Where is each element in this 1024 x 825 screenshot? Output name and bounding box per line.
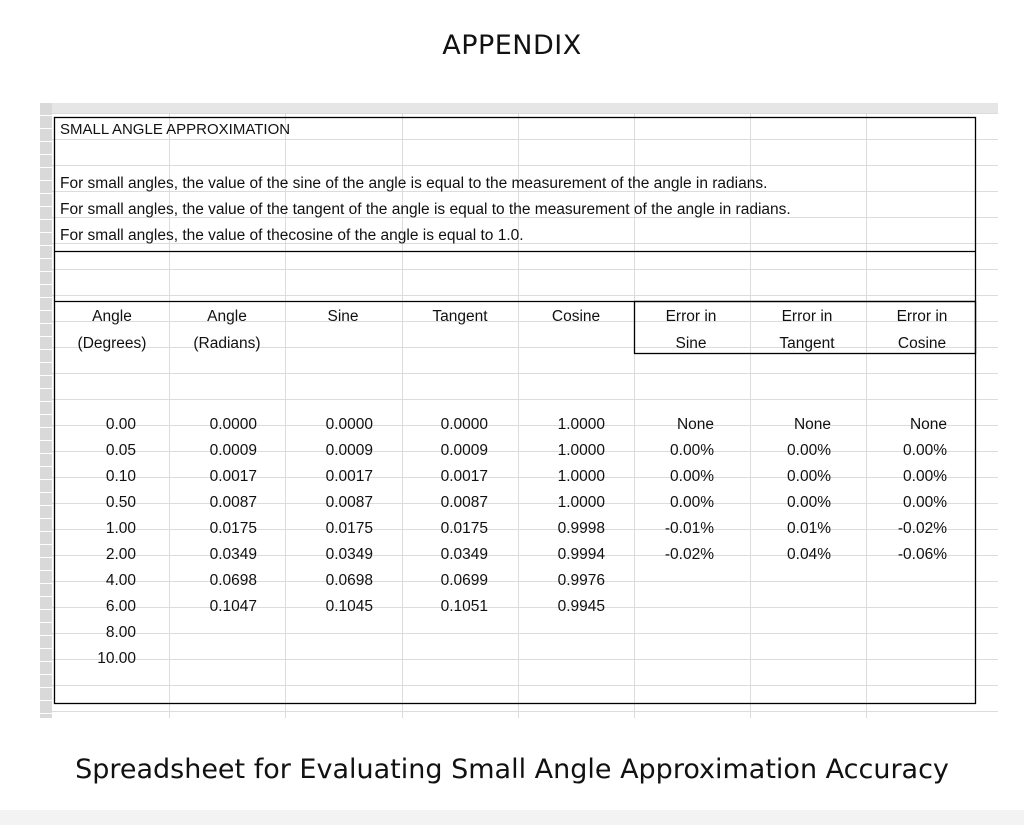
table-cell: 0.00% bbox=[670, 442, 714, 459]
table-cell: 0.00% bbox=[903, 442, 947, 459]
table-borders bbox=[40, 103, 998, 718]
footer-band bbox=[0, 810, 1024, 825]
table-cell: 0.0017 bbox=[325, 468, 373, 485]
table-cell: 0.00% bbox=[670, 468, 714, 485]
table-cell: 0.0698 bbox=[209, 572, 257, 589]
column-header: (Radians) bbox=[193, 335, 261, 352]
table-cell: 0.00% bbox=[787, 442, 831, 459]
table-cell: 0.0009 bbox=[325, 442, 373, 459]
column-header: Error in bbox=[896, 308, 948, 325]
table-cell: 1.0000 bbox=[557, 494, 605, 511]
table-cell: 0.00% bbox=[670, 494, 714, 511]
table-cell: 0.0000 bbox=[209, 416, 257, 433]
page-title: APPENDIX bbox=[442, 30, 582, 61]
table-cell: 0.00% bbox=[787, 468, 831, 485]
column-header: Error in bbox=[781, 308, 833, 325]
table-cell: 0.00% bbox=[903, 494, 947, 511]
table-cell: 1.00 bbox=[105, 520, 136, 537]
table-cell: None bbox=[676, 416, 714, 433]
table-cell: 0.0087 bbox=[325, 494, 373, 511]
table-cell: 0.9945 bbox=[557, 598, 605, 615]
note-line: For small angles, the value of thecosine of the angle is equal to 1.0. bbox=[60, 227, 524, 244]
table-cell: 0.0009 bbox=[440, 442, 488, 459]
table-cell: 10.00 bbox=[97, 650, 136, 667]
column-header: Cosine bbox=[897, 335, 947, 352]
table-cell: -0.06% bbox=[897, 546, 947, 563]
table-cell: 0.0175 bbox=[440, 520, 488, 537]
spreadsheet bbox=[40, 103, 998, 718]
table-cell: 0.50 bbox=[105, 494, 136, 511]
table-cell: 0.0175 bbox=[325, 520, 373, 537]
table-cell: 1.0000 bbox=[557, 468, 605, 485]
column-header: Error in bbox=[665, 308, 717, 325]
table-cell: -0.01% bbox=[664, 520, 714, 537]
table-cell: 0.00 bbox=[105, 416, 136, 433]
table-cell: 0.0349 bbox=[440, 546, 488, 563]
table-cell: 0.01% bbox=[787, 520, 831, 537]
column-header: Tangent bbox=[432, 308, 488, 325]
table-cell: 0.0000 bbox=[440, 416, 488, 433]
table-cell: 4.00 bbox=[105, 572, 136, 589]
column-header: Sine bbox=[327, 308, 359, 325]
table-cell: 1.0000 bbox=[557, 416, 605, 433]
table-cell: 0.0087 bbox=[209, 494, 257, 511]
column-header: (Degrees) bbox=[77, 335, 147, 352]
column-header: Angle bbox=[92, 308, 132, 325]
table-cell: None bbox=[909, 416, 947, 433]
table-cell: 0.0017 bbox=[440, 468, 488, 485]
table-cell: 0.00% bbox=[787, 494, 831, 511]
note-line: For small angles, the value of the sine of the angle is equal to the measurement of the angle in radians. bbox=[60, 175, 768, 192]
table-cell: 0.0017 bbox=[209, 468, 257, 485]
table-cell: 0.0000 bbox=[325, 416, 373, 433]
table-cell: 0.05 bbox=[105, 442, 136, 459]
table-cell: 0.1047 bbox=[209, 598, 257, 615]
table-cell: 1.0000 bbox=[557, 442, 605, 459]
table-cell: 0.9998 bbox=[557, 520, 605, 537]
column-header: Cosine bbox=[551, 308, 601, 325]
table-cell: None bbox=[793, 416, 831, 433]
table-cell: 0.00% bbox=[903, 468, 947, 485]
figure-caption: Spreadsheet for Evaluating Small Angle Approximation Accuracy bbox=[75, 754, 949, 785]
note-line: For small angles, the value of the tangent of the angle is equal to the measurement of the angle in radians. bbox=[60, 201, 791, 218]
table-cell: -0.02% bbox=[897, 520, 947, 537]
table-cell: 0.9994 bbox=[557, 546, 605, 563]
table-cell: 0.04% bbox=[787, 546, 831, 563]
column-header: Sine bbox=[675, 335, 707, 352]
table-cell: 0.0009 bbox=[209, 442, 257, 459]
table-cell: -0.02% bbox=[664, 546, 714, 563]
table-cell: 2.00 bbox=[105, 546, 136, 563]
column-header: Tangent bbox=[779, 335, 835, 352]
sheet-title: SMALL ANGLE APPROXIMATION bbox=[60, 121, 291, 138]
table-cell: 0.0087 bbox=[440, 494, 488, 511]
table-cell: 0.0175 bbox=[209, 520, 257, 537]
table-cell: 0.1045 bbox=[325, 598, 373, 615]
table-cell: 0.0698 bbox=[325, 572, 373, 589]
table-cell: 0.10 bbox=[105, 468, 136, 485]
table-cell: 6.00 bbox=[105, 598, 136, 615]
table-cell: 0.9976 bbox=[557, 572, 605, 589]
table-cell: 0.0349 bbox=[325, 546, 373, 563]
table-cell: 0.0699 bbox=[440, 572, 488, 589]
table-cell: 8.00 bbox=[105, 624, 136, 641]
table-cell: 0.0349 bbox=[209, 546, 257, 563]
column-header: Angle bbox=[207, 308, 247, 325]
table-cell: 0.1051 bbox=[440, 598, 488, 615]
